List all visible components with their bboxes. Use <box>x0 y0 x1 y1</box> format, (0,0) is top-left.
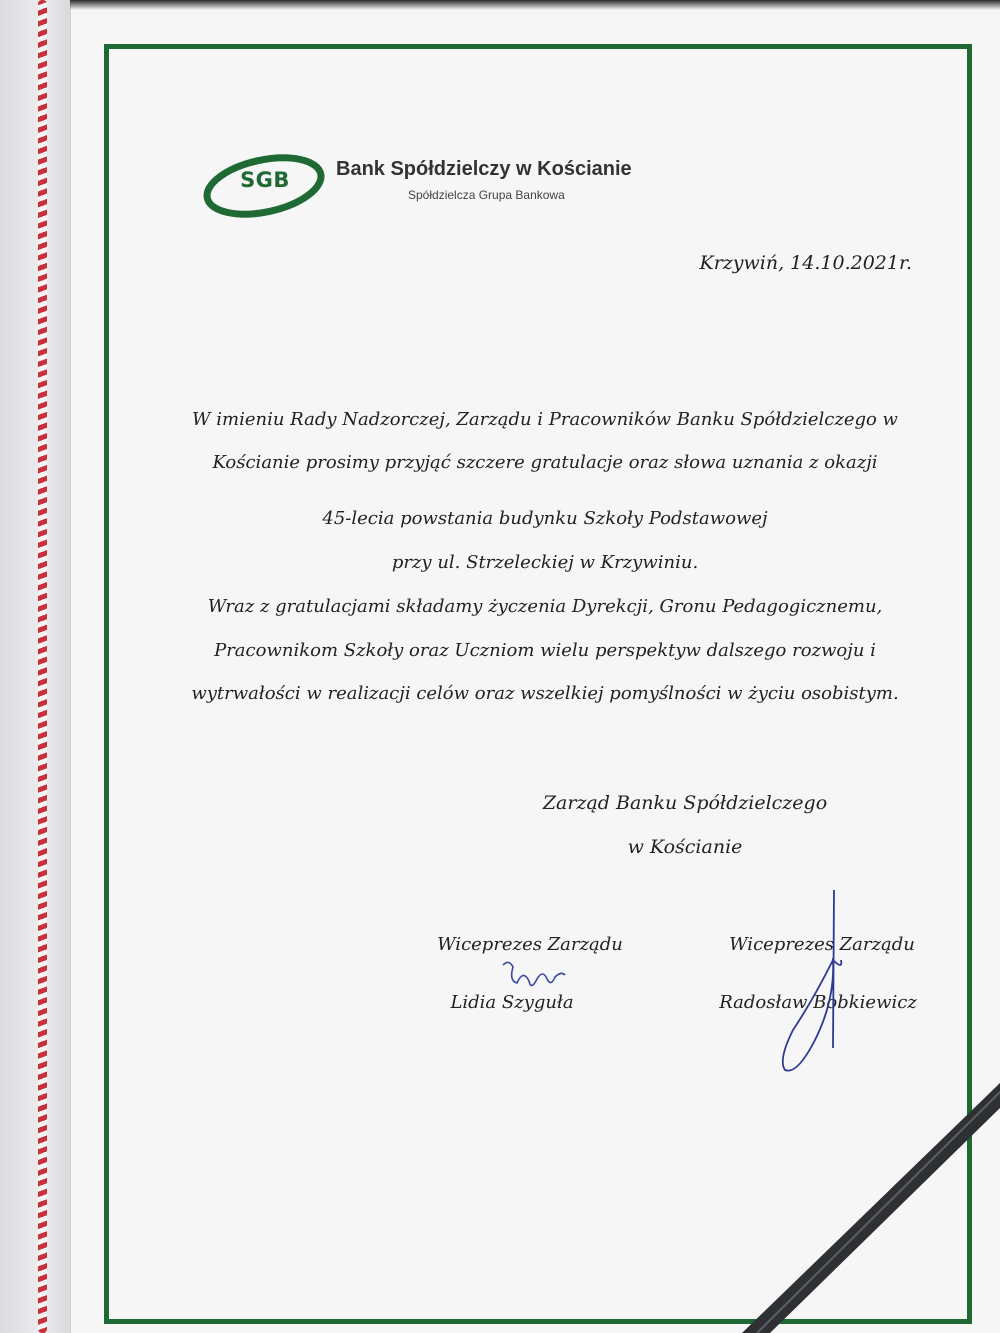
signatory-2-title: Wiceprezes Zarządu <box>729 934 915 955</box>
body-line-6: Pracownikom Szkoły oraz Uczniom wielu perspektyw dalszego rozwoju i <box>214 640 876 661</box>
body-line-7: wytrwałości w realizacji celów oraz wszelkiej pomyślności w życiu osobistym. <box>191 683 899 704</box>
top-shadow <box>70 0 1000 10</box>
logo-mark: SGB <box>240 168 290 192</box>
bank-name: Bank Spółdzielczy w Kościanie <box>336 158 632 180</box>
bank-subtitle: Spółdzielcza Grupa Bankowa <box>408 188 565 202</box>
closing-line-1: Zarząd Banku Spółdzielczego <box>542 792 828 814</box>
body-line-2: Kościanie prosimy przyjąć szczere gratulacje oraz słowa uznania z okazji <box>212 452 878 473</box>
folder-edge <box>0 0 70 1333</box>
signatory-1-title: Wiceprezes Zarządu <box>437 934 623 955</box>
bank-logo <box>200 150 700 220</box>
body-line-4: przy ul. Strzeleckiej w Krzywiniu. <box>391 552 699 573</box>
body-line-1: W imieniu Rady Nadzorczej, Zarządu i Pracowników Banku Spółdzielczego w <box>192 409 898 430</box>
closing-line-2: w Kościanie <box>627 836 743 858</box>
red-white-cord <box>38 0 47 1333</box>
body-line-5: Wraz z gratulacjami składamy życzenia Dyrekcji, Gronu Pedagogicznemu, <box>207 596 883 617</box>
signatory-1-name: Lidia Szyguła <box>450 992 574 1013</box>
letter-date: Krzywiń, 14.10.2021r. <box>699 252 912 274</box>
body-line-3: 45-lecia powstania budynku Szkoły Podstawowej <box>322 508 768 529</box>
signatory-2-name: Radosław Bobkiewicz <box>719 992 917 1013</box>
